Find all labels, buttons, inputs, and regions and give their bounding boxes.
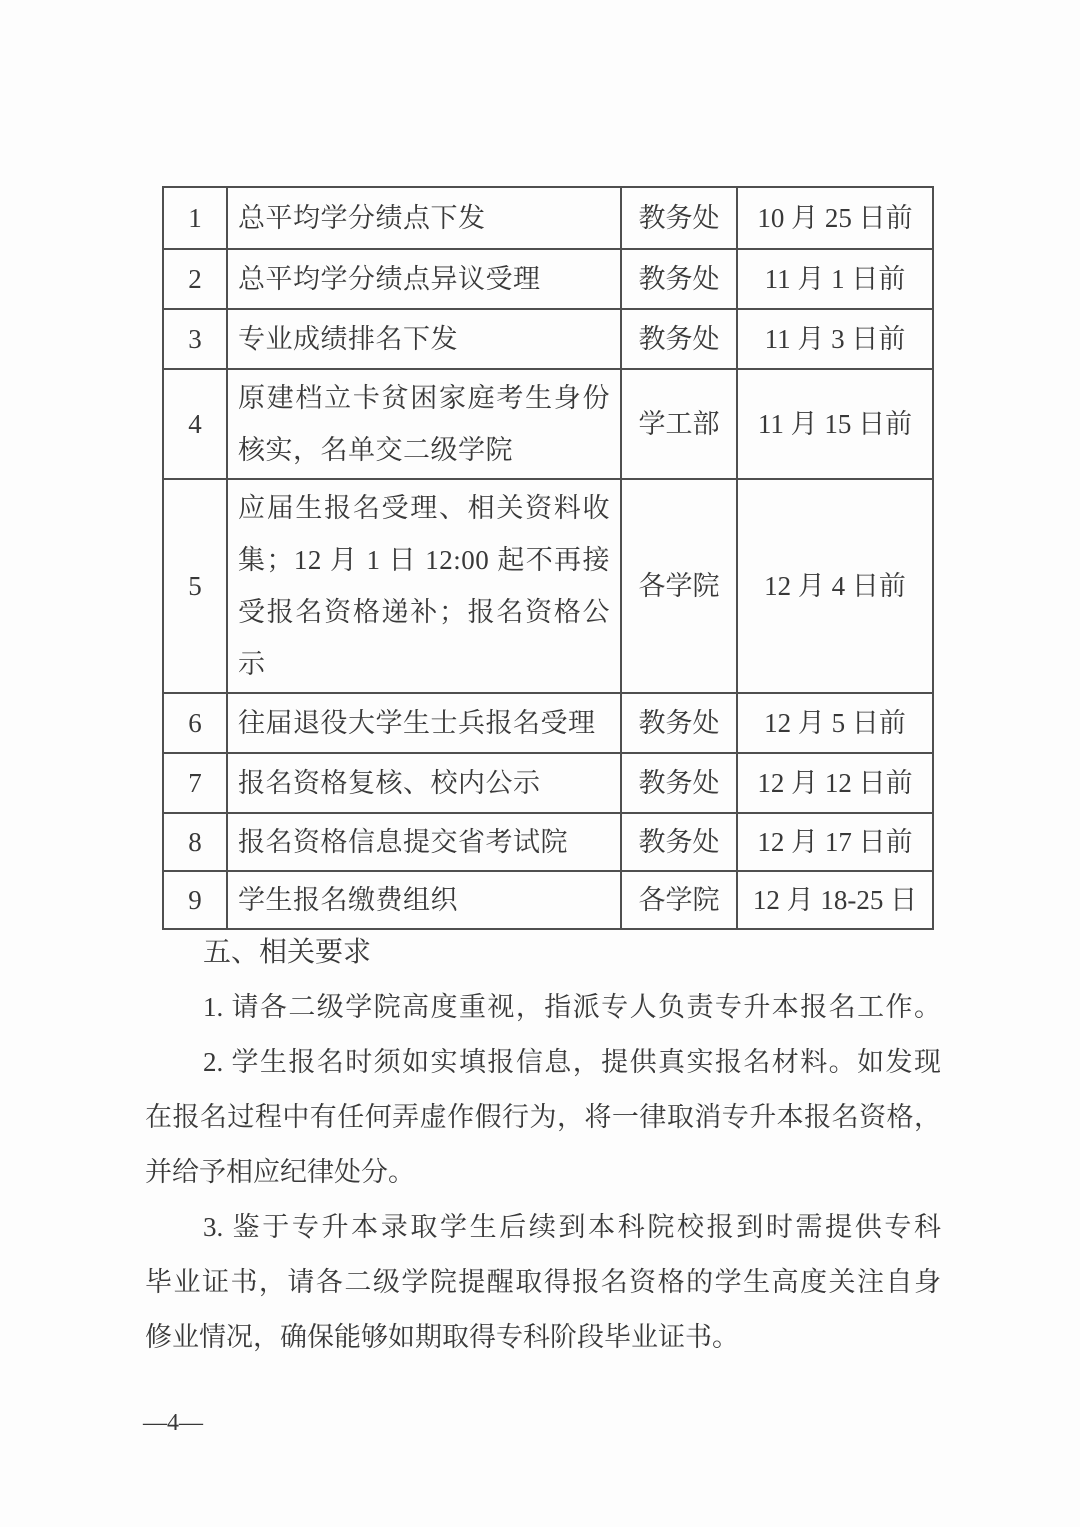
row-number: 8 bbox=[163, 813, 227, 871]
table-row bbox=[163, 813, 933, 871]
schedule-table bbox=[162, 186, 934, 930]
dept-cell: 教务处 bbox=[621, 693, 737, 753]
requirements-section bbox=[145, 925, 941, 1365]
deadline-cell: 12 月 12 日前 bbox=[737, 753, 933, 813]
task-cell: 报名资格信息提交省考试院 bbox=[227, 813, 621, 871]
row-number: 9 bbox=[163, 871, 227, 929]
dept-cell: 教务处 bbox=[621, 249, 737, 309]
page-number: —4— bbox=[143, 1410, 203, 1436]
section-heading: 五、相关要求 bbox=[203, 937, 372, 968]
paragraph-line: 在报名过程中有任何弄虚作假行为，将一律取消专升本报名资格， bbox=[145, 1102, 941, 1132]
row-number: 2 bbox=[163, 249, 227, 309]
row-number: 5 bbox=[163, 479, 227, 693]
table-row bbox=[163, 309, 933, 369]
deadline-cell: 11 月 3 日前 bbox=[737, 309, 933, 369]
task-cell: 往届退役大学生士兵报名受理 bbox=[227, 693, 621, 753]
row-number: 3 bbox=[163, 309, 227, 369]
deadline-cell: 12 月 17 日前 bbox=[737, 813, 933, 871]
deadline-cell: 12 月 5 日前 bbox=[737, 693, 933, 753]
deadline-cell: 12 月 4 日前 bbox=[737, 479, 933, 693]
paragraph-line: 1. 请各二级学院高度重视，指派专人负责专升本报名工作。 bbox=[203, 992, 941, 1022]
deadline-cell: 11 月 1 日前 bbox=[737, 249, 933, 309]
dept-cell: 各学院 bbox=[621, 871, 737, 929]
paragraph-line: 毕业证书，请各二级学院提醒取得报名资格的学生高度关注自身 bbox=[145, 1267, 941, 1297]
task-cell: 总平均学分绩点下发 bbox=[227, 187, 621, 249]
table-row bbox=[163, 871, 933, 929]
dept-cell: 教务处 bbox=[621, 753, 737, 813]
table-row bbox=[163, 753, 933, 813]
dept-cell: 教务处 bbox=[621, 187, 737, 249]
table-row bbox=[163, 187, 933, 249]
dept-cell: 教务处 bbox=[621, 813, 737, 871]
task-cell: 总平均学分绩点异议受理 bbox=[227, 249, 621, 309]
table-row bbox=[163, 693, 933, 753]
dept-cell: 学工部 bbox=[621, 369, 737, 479]
paragraph-line: 2. 学生报名时须如实填报信息，提供真实报名材料。如发现 bbox=[203, 1047, 941, 1077]
paragraph-line: 修业情况，确保能够如期取得专科阶段毕业证书。 bbox=[145, 1322, 739, 1352]
task-cell: 应届生报名受理、相关资料收集；12 月 1 日 12:00 起不再接受报名资格递补；报名资格公示 bbox=[227, 479, 621, 693]
row-number: 1 bbox=[163, 187, 227, 249]
row-number: 4 bbox=[163, 369, 227, 479]
table-row bbox=[163, 479, 933, 693]
table-row bbox=[163, 369, 933, 479]
table-row bbox=[163, 249, 933, 309]
task-cell: 报名资格复核、校内公示 bbox=[227, 753, 621, 813]
row-number: 7 bbox=[163, 753, 227, 813]
row-number: 6 bbox=[163, 693, 227, 753]
task-cell: 专业成绩排名下发 bbox=[227, 309, 621, 369]
dept-cell: 各学院 bbox=[621, 479, 737, 693]
dept-cell: 教务处 bbox=[621, 309, 737, 369]
deadline-cell: 12 月 18-25 日 bbox=[737, 871, 933, 929]
deadline-cell: 11 月 15 日前 bbox=[737, 369, 933, 479]
paragraph-line: 并给予相应纪律处分。 bbox=[145, 1157, 415, 1187]
task-cell: 学生报名缴费组织 bbox=[227, 871, 621, 929]
deadline-cell: 10 月 25 日前 bbox=[737, 187, 933, 249]
task-cell: 原建档立卡贫困家庭考生身份核实，名单交二级学院 bbox=[227, 369, 621, 479]
paragraph-line: 3. 鉴于专升本录取学生后续到本科院校报到时需提供专科 bbox=[203, 1212, 941, 1242]
